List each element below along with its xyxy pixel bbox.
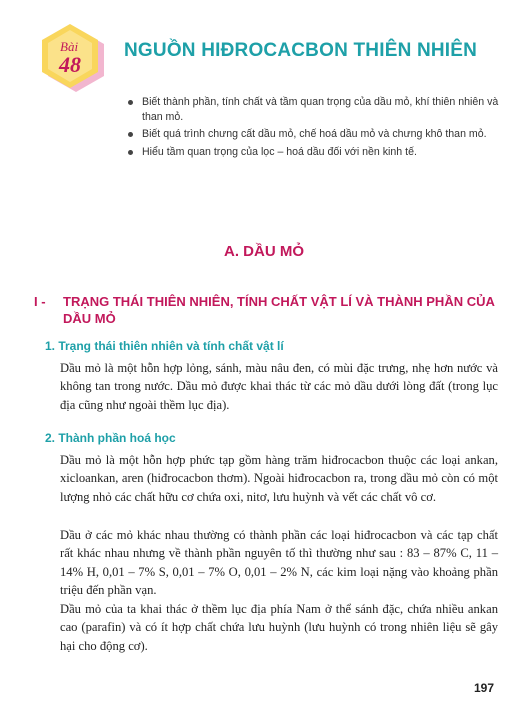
objectives-list <box>124 95 504 162</box>
lesson-badge <box>38 22 108 100</box>
bullet-icon <box>128 150 133 155</box>
bullet-icon <box>128 100 133 105</box>
paragraph: Dầu mỏ là một hỗn hợp phức tạp gồm hàng trăm hiđrocacbon thuộc các loại ankan, xicloankan, aren (hiđrocacbon thơm). Ngoài hiđrocacbon ra, trong dầu mỏ còn có một lượng nhỏ các chất hữu cơ chứa oxi, nitơ, lưu huỳnh và vết các chất vô cơ. <box>60 453 498 504</box>
lesson-badge-word: Bài <box>60 39 79 54</box>
lesson-title: NGUỒN HIĐROCACBON THIÊN NHIÊN <box>124 40 478 61</box>
page-number: 197 <box>474 681 495 695</box>
subsection-heading-1: 1. Trạng thái thiên nhiên và tính chất vật lí <box>45 339 284 353</box>
section-heading: A. DẦU MỎ <box>224 243 304 260</box>
objective-item: Biết quá trình chưng cất dầu mỏ, chế hoá dầu mỏ và chưng khô than mỏ. <box>124 127 504 142</box>
bullet-icon <box>128 132 133 137</box>
part-heading <box>34 293 504 327</box>
objective-item: Biết thành phần, tính chất và tầm quan trọng của dầu mỏ, khí thiên nhiên và than mỏ. <box>124 95 504 124</box>
lesson-number: 48 <box>59 52 81 77</box>
objective-item: Hiểu tầm quan trọng của lọc – hoá dầu đối với nền kinh tế. <box>124 145 504 160</box>
part-roman-numeral: I - <box>34 294 46 309</box>
paragraph: Dầu ở các mỏ khác nhau thường có thành phần các loại hiđrocacbon và các tạp chất rất khác nhau nhưng về thành phần nguyên tố thì thường như sau : 83 – 87% C, 11 – 14% H, 0,01 – 7% S, 0,01 – 7% O, 0,01 – 2% N, các kim loại nặng vào khoảng phần triệu đến phần vạn. <box>60 528 498 598</box>
paragraph: Dầu mỏ là một hỗn hợp lỏng, sánh, màu nâu đen, có mùi đặc trưng, nhẹ hơn nước và không tan trong nước. Dầu mỏ được khai thác từ các mỏ dầu dưới lòng đất (trong lục địa cũng như ngoài thềm lục địa). <box>60 361 498 412</box>
part-title: TRẠNG THÁI THIÊN NHIÊN, TÍNH CHẤT VẬT LÍ VÀ THÀNH PHẦN CỦA DẦU MỎ <box>63 294 495 326</box>
subsection-heading-2: 2. Thành phần hoá học <box>45 431 176 445</box>
paragraph: Dầu mỏ của ta khai thác ở thềm lục địa phía Nam ở thể sánh đặc, chứa nhiều ankan cao (parafin) và có ít hợp chất chứa lưu huỳnh (lưu huỳnh có trong nhiên liệu sẽ gây hại cho động cơ). <box>60 602 498 653</box>
